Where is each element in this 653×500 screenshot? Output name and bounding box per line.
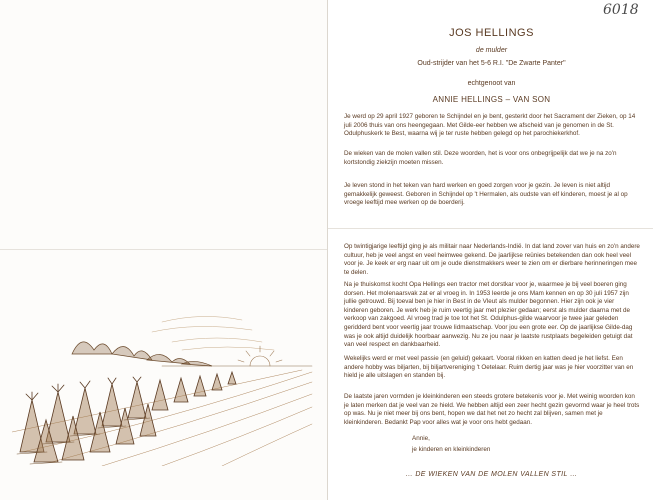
- sheaves-landscape-illustration: [12, 302, 318, 466]
- paragraph-text: Na je thuiskomst kocht Opa Hellings een tractor met dorstkar voor je, waarmee je bij veel boeren ging dorsen. Het molenaarsvak zat er al vroeg in. In 1953 leerde je ons Mam kennen en op 30 juli 1957 zijn jullie getrouwd. Bij toeval ben je hier in Best in de Vleut als mulder begonnen. Hier zijn ook je vier kinderen geboren. Je werk heb je ruim veertig jaar met plezier gedaan; eerst als mulder daarna met de verkoop van zakgoed. Al vroeg trad je toe tot het St. Odulphus-gilde waarvoor je twee jaar geleden geridderd bent voor veertig jaar trouwe lidmaatschap. Voor jou een grote eer. Op de jaarlijkse Gilde-dag was je ook altijd duidelijk hoorbaar aanwezig. Nu ze jou naar je laatste rustplaats begeleiden getuigt dat van veel respect en dankbaarheid.: [344, 281, 633, 349]
- right-fold-line: [328, 228, 653, 229]
- signature-line-1: Annie,: [412, 435, 430, 442]
- veteran-line: Oud-strijder van het 5-6 R.I. "De Zwarte Panter": [417, 60, 566, 67]
- spouse-label: echtgenoot van: [467, 80, 516, 87]
- setting-sun: [238, 346, 282, 366]
- wheat-sheaves: [20, 372, 236, 462]
- paragraph-family: [344, 393, 640, 427]
- paragraph-windmill: [344, 150, 640, 167]
- paragraph-youth: [344, 182, 640, 208]
- occupation: de mulder: [475, 47, 508, 54]
- left-fold-line: [0, 249, 328, 250]
- paragraph-text: Je werd op 29 april 1927 geboren te Schijndel en je bent, gesterkt door het Sacrament der Zieken, op 14 juli 2006 thuis van ons heengegaan. Met Gilde-eer hebben we afscheid van je genomen in de St. Odulphuskerk te Best, waarna wij je ter ruste hebben gelegd op het parochiekerkhof.: [344, 113, 636, 138]
- paragraph-birth-death: [344, 113, 640, 139]
- paragraph-text: Wekelijks werd er met veel passie (en geluid) gekaart. Vooral rikken en katten deed je het liefst. Een andere hobby was biljarten, bij biljartvereniging 't Oetelaar. Ruim dertig jaar was je hier voorzitter van en hield je alle uitslagen en standen bij.: [344, 355, 634, 380]
- archive-number: 6018: [603, 2, 639, 18]
- spouse-name: ANNIE HELLINGS – VAN SON: [432, 95, 551, 104]
- paragraph-career: [344, 281, 640, 350]
- closing-line: … DE WIEKEN VAN DE MOLEN VALLEN STIL …: [405, 471, 578, 478]
- deceased-name: JOS HELLINGS: [449, 27, 534, 39]
- sky-hatching: [152, 316, 274, 350]
- paragraph-military: [344, 243, 640, 277]
- center-fold-line: [327, 0, 328, 500]
- paragraph-text: De wieken van de molen vallen stil. Deze woorden, het is voor ons onbegrijpelijk dat we je na zo'n kortstondig ziekzijn moeten missen.: [344, 150, 617, 166]
- paragraph-text: Je leven stond in het teken van hard werken en goed zorgen voor je gezin. Je leven is niet altijd gemakkelijk geweest. Geboren in Schijndel op 't Hermalen, als oudste van elf kinderen, moest je al op vroege leeftijd mee werken op de boerderij.: [344, 182, 628, 207]
- tree-line: [72, 342, 212, 366]
- paragraph-text: Op twintigjarige leeftijd ging je als militair naar Nederlands-Indië. In dat land zover van huis en zo'n andere cultuur, heb je veel angst en veel heimwee gekend. De jaarlijkse reünies betekenden dan ook heel veel voor je. Je keek er erg naar uit om je oude dienstmakkers weer te zien om er dierbare herinneringen mee te delen.: [344, 243, 640, 276]
- paragraph-hobbies: [344, 355, 640, 381]
- signature-line-2: je kinderen en kleinkinderen: [412, 446, 491, 453]
- paragraph-text: De laatste jaren vormden je kleinkinderen een steeds grotere betekenis voor je. Met weinig woorden kon je laten merken dat je veel van ze hield. We hebben altijd een zeer hecht gezin gevormd waar je heel trots op was. Nu je niet meer bij ons bent, hopen we dat het net zo hecht zal blijven, samen met je kleinkinderen. Bedankt Pap voor alles wat je voor ons hebt gedaan.: [344, 393, 640, 426]
